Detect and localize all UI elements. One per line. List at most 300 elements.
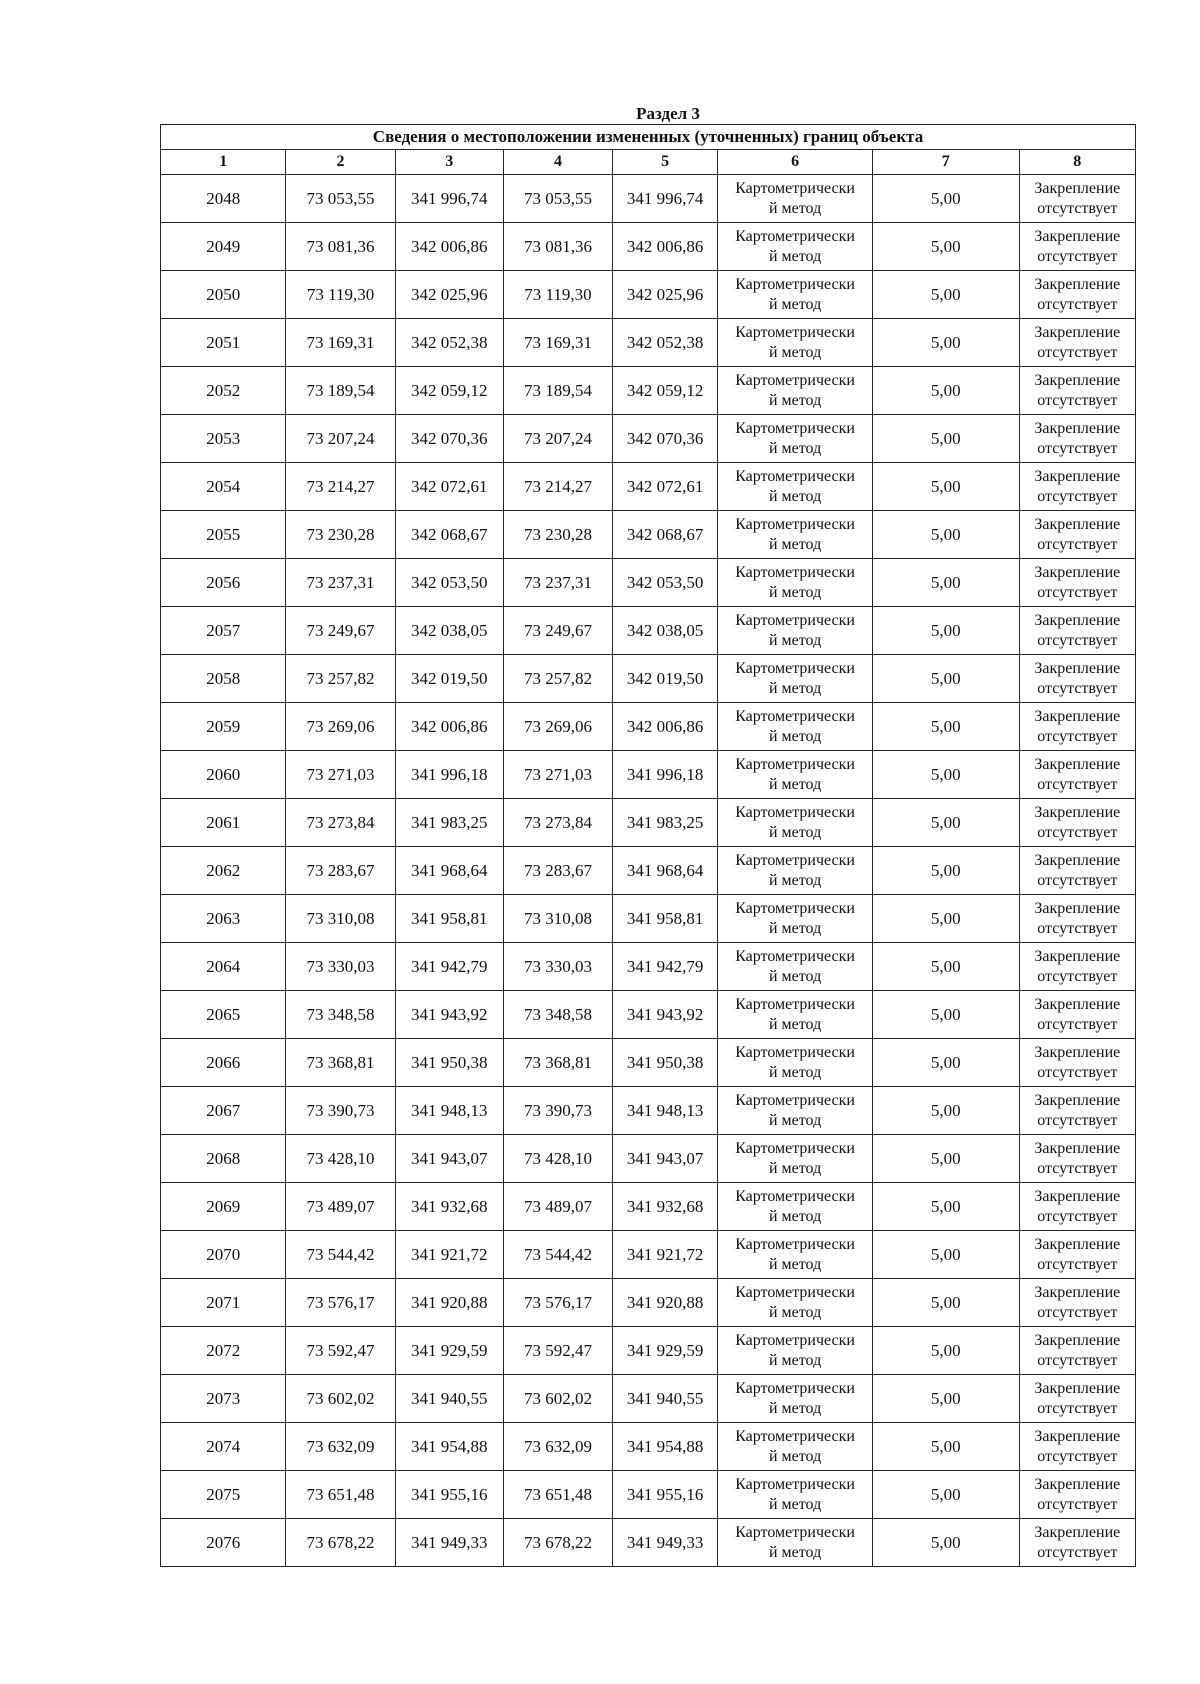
method-text-line: й метод — [768, 727, 822, 745]
x-new-cell: 73 368,81 — [503, 1039, 612, 1087]
x-old-cell: 73 207,24 — [286, 415, 395, 463]
x-old-cell: 73 489,07 — [286, 1183, 395, 1231]
accuracy-cell: 5,00 — [872, 175, 1019, 223]
method-text-line: й метод — [768, 1543, 822, 1561]
x-old-cell: 73 592,47 — [286, 1327, 395, 1375]
fixation-cell — [1019, 703, 1135, 751]
method-cell — [718, 511, 873, 559]
y-old-cell: 341 955,16 — [395, 1471, 503, 1519]
accuracy-cell: 5,00 — [872, 895, 1019, 943]
y-new-cell: 341 950,38 — [613, 1039, 718, 1087]
y-new-cell: 341 942,79 — [613, 943, 718, 991]
accuracy-cell: 5,00 — [872, 1039, 1019, 1087]
method-text-line: й метод — [768, 967, 822, 985]
x-old-cell: 73 310,08 — [286, 895, 395, 943]
method-text-line: Картометрически — [735, 995, 855, 1013]
y-old-cell: 341 996,74 — [395, 175, 503, 223]
method-text-line: й метод — [768, 823, 822, 841]
fixation-text-line: отсутствует — [1037, 919, 1118, 937]
x-old-cell: 73 081,36 — [286, 223, 395, 271]
y-new-cell: 342 072,61 — [613, 463, 718, 511]
table-row — [161, 1423, 1136, 1471]
y-new-cell: 342 059,12 — [613, 367, 718, 415]
column-number-1: 1 — [161, 150, 286, 175]
x-old-cell: 73 283,67 — [286, 847, 395, 895]
point-number-cell: 2070 — [161, 1231, 286, 1279]
method-text-line: Картометрически — [735, 755, 855, 773]
method-text-line: Картометрически — [735, 227, 855, 245]
method-text-line: Картометрически — [735, 611, 855, 629]
fixation-text-line: Закрепление — [1034, 1379, 1121, 1397]
method-cell — [718, 751, 873, 799]
x-new-cell: 73 678,22 — [503, 1519, 612, 1567]
point-number-cell: 2075 — [161, 1471, 286, 1519]
fixation-text-line: отсутствует — [1037, 199, 1118, 217]
x-new-cell: 73 257,82 — [503, 655, 612, 703]
x-new-cell: 73 169,31 — [503, 319, 612, 367]
fixation-text-line: Закрепление — [1034, 1331, 1121, 1349]
x-old-cell: 73 330,03 — [286, 943, 395, 991]
x-new-cell: 73 576,17 — [503, 1279, 612, 1327]
method-text-line: й метод — [768, 1015, 822, 1033]
method-text-line: Картометрически — [735, 1091, 855, 1109]
fixation-text-line: отсутствует — [1037, 1303, 1118, 1321]
fixation-text-line: Закрепление — [1034, 1523, 1121, 1541]
y-old-cell: 342 053,50 — [395, 559, 503, 607]
column-number-3: 3 — [395, 150, 503, 175]
x-old-cell: 73 189,54 — [286, 367, 395, 415]
y-old-cell: 341 920,88 — [395, 1279, 503, 1327]
method-cell — [718, 1231, 873, 1279]
method-text-line: Картометрически — [735, 275, 855, 293]
method-text-line: й метод — [768, 199, 822, 217]
fixation-cell — [1019, 751, 1135, 799]
fixation-cell — [1019, 991, 1135, 1039]
fixation-text-line: Закрепление — [1034, 371, 1121, 389]
point-number-cell: 2057 — [161, 607, 286, 655]
table-row — [161, 559, 1136, 607]
y-old-cell: 342 038,05 — [395, 607, 503, 655]
accuracy-cell: 5,00 — [872, 1375, 1019, 1423]
x-new-cell: 73 330,03 — [503, 943, 612, 991]
y-new-cell: 341 929,59 — [613, 1327, 718, 1375]
fixation-cell — [1019, 1183, 1135, 1231]
accuracy-cell: 5,00 — [872, 367, 1019, 415]
fixation-text-line: Закрепление — [1034, 1091, 1121, 1109]
method-cell — [718, 847, 873, 895]
method-cell — [718, 559, 873, 607]
y-new-cell: 341 958,81 — [613, 895, 718, 943]
fixation-cell — [1019, 799, 1135, 847]
accuracy-cell: 5,00 — [872, 1231, 1019, 1279]
table-caption-row — [161, 125, 1136, 150]
y-old-cell: 341 943,07 — [395, 1135, 503, 1183]
y-new-cell: 341 996,74 — [613, 175, 718, 223]
method-text-line: Картометрически — [735, 659, 855, 677]
fixation-text-line: отсутствует — [1037, 1015, 1118, 1033]
column-number-row — [161, 150, 1136, 175]
x-new-cell: 73 269,06 — [503, 703, 612, 751]
accuracy-cell: 5,00 — [872, 1519, 1019, 1567]
method-text-line: Картометрически — [735, 1283, 855, 1301]
accuracy-cell: 5,00 — [872, 1471, 1019, 1519]
point-number-cell: 2049 — [161, 223, 286, 271]
method-text-line: Картометрически — [735, 1139, 855, 1157]
fixation-text-line: отсутствует — [1037, 775, 1118, 793]
x-new-cell: 73 544,42 — [503, 1231, 612, 1279]
fixation-cell — [1019, 1039, 1135, 1087]
method-text-line: й метод — [768, 1303, 822, 1321]
method-text-line: й метод — [768, 679, 822, 697]
fixation-cell — [1019, 319, 1135, 367]
x-old-cell: 73 271,03 — [286, 751, 395, 799]
method-text-line: й метод — [768, 631, 822, 649]
method-text-line: й метод — [768, 1255, 822, 1273]
fixation-text-line: отсутствует — [1037, 439, 1118, 457]
y-old-cell: 342 025,96 — [395, 271, 503, 319]
y-old-cell: 342 019,50 — [395, 655, 503, 703]
y-new-cell: 341 948,13 — [613, 1087, 718, 1135]
table-row — [161, 943, 1136, 991]
y-new-cell: 341 949,33 — [613, 1519, 718, 1567]
table-row — [161, 799, 1136, 847]
method-text-line: Картометрически — [735, 1187, 855, 1205]
method-cell — [718, 991, 873, 1039]
fixation-text-line: Закрепление — [1034, 1043, 1121, 1061]
method-cell — [718, 1471, 873, 1519]
fixation-text-line: отсутствует — [1037, 967, 1118, 985]
accuracy-cell: 5,00 — [872, 1087, 1019, 1135]
method-text-line: й метод — [768, 247, 822, 265]
x-new-cell: 73 249,67 — [503, 607, 612, 655]
point-number-cell: 2054 — [161, 463, 286, 511]
y-new-cell: 341 921,72 — [613, 1231, 718, 1279]
method-text-line: Картометрически — [735, 1043, 855, 1061]
x-new-cell: 73 489,07 — [503, 1183, 612, 1231]
fixation-text-line: Закрепление — [1034, 899, 1121, 917]
table-row — [161, 991, 1136, 1039]
method-text-line: й метод — [768, 1063, 822, 1081]
fixation-text-line: отсутствует — [1037, 1207, 1118, 1225]
method-cell — [718, 223, 873, 271]
fixation-text-line: отсутствует — [1037, 487, 1118, 505]
x-new-cell: 73 632,09 — [503, 1423, 612, 1471]
y-new-cell: 342 006,86 — [613, 223, 718, 271]
table-row — [161, 655, 1136, 703]
table-row — [161, 511, 1136, 559]
y-new-cell: 341 943,07 — [613, 1135, 718, 1183]
point-number-cell: 2066 — [161, 1039, 286, 1087]
accuracy-cell: 5,00 — [872, 1135, 1019, 1183]
point-number-cell: 2061 — [161, 799, 286, 847]
x-new-cell: 73 119,30 — [503, 271, 612, 319]
x-old-cell: 73 678,22 — [286, 1519, 395, 1567]
fixation-text-line: отсутствует — [1037, 1111, 1118, 1129]
fixation-text-line: отсутствует — [1037, 631, 1118, 649]
table-row — [161, 175, 1136, 223]
method-text-line: Картометрически — [735, 179, 855, 197]
accuracy-cell: 5,00 — [872, 319, 1019, 367]
method-text-line: Картометрически — [735, 947, 855, 965]
point-number-cell: 2064 — [161, 943, 286, 991]
y-new-cell: 341 968,64 — [613, 847, 718, 895]
x-new-cell: 73 283,67 — [503, 847, 612, 895]
y-old-cell: 342 072,61 — [395, 463, 503, 511]
y-old-cell: 342 052,38 — [395, 319, 503, 367]
y-old-cell: 341 948,13 — [395, 1087, 503, 1135]
x-new-cell: 73 207,24 — [503, 415, 612, 463]
y-old-cell: 341 929,59 — [395, 1327, 503, 1375]
x-new-cell: 73 214,27 — [503, 463, 612, 511]
fixation-text-line: Закрепление — [1034, 1235, 1121, 1253]
fixation-text-line: отсутствует — [1037, 1399, 1118, 1417]
fixation-cell — [1019, 1375, 1135, 1423]
point-number-cell: 2060 — [161, 751, 286, 799]
y-old-cell: 341 958,81 — [395, 895, 503, 943]
accuracy-cell: 5,00 — [872, 223, 1019, 271]
accuracy-cell: 5,00 — [872, 463, 1019, 511]
fixation-text-line: Закрепление — [1034, 563, 1121, 581]
fixation-cell — [1019, 175, 1135, 223]
accuracy-cell: 5,00 — [872, 1423, 1019, 1471]
x-new-cell: 73 651,48 — [503, 1471, 612, 1519]
method-text-line: Картометрически — [735, 371, 855, 389]
point-number-cell: 2053 — [161, 415, 286, 463]
fixation-text-line: Закрепление — [1034, 467, 1121, 485]
y-new-cell: 341 920,88 — [613, 1279, 718, 1327]
fixation-text-line: Закрепление — [1034, 227, 1121, 245]
fixation-cell — [1019, 1135, 1135, 1183]
fixation-text-line: Закрепление — [1034, 515, 1121, 533]
x-old-cell: 73 169,31 — [286, 319, 395, 367]
y-new-cell: 342 025,96 — [613, 271, 718, 319]
method-cell — [718, 1135, 873, 1183]
method-text-line: Картометрически — [735, 467, 855, 485]
x-old-cell: 73 368,81 — [286, 1039, 395, 1087]
method-text-line: Картометрически — [735, 323, 855, 341]
fixation-text-line: Закрепление — [1034, 419, 1121, 437]
accuracy-cell: 5,00 — [872, 1279, 1019, 1327]
y-old-cell: 342 068,67 — [395, 511, 503, 559]
method-text-line: й метод — [768, 487, 822, 505]
table-row — [161, 703, 1136, 751]
method-cell — [718, 415, 873, 463]
x-new-cell: 73 189,54 — [503, 367, 612, 415]
method-text-line: Картометрически — [735, 515, 855, 533]
method-text-line: й метод — [768, 1207, 822, 1225]
method-cell — [718, 271, 873, 319]
point-number-cell: 2073 — [161, 1375, 286, 1423]
column-number-2: 2 — [286, 150, 395, 175]
x-old-cell: 73 230,28 — [286, 511, 395, 559]
fixation-cell — [1019, 223, 1135, 271]
fixation-cell — [1019, 1519, 1135, 1567]
x-old-cell: 73 053,55 — [286, 175, 395, 223]
point-number-cell: 2062 — [161, 847, 286, 895]
method-text-line: й метод — [768, 295, 822, 313]
fixation-text-line: Закрепление — [1034, 755, 1121, 773]
method-text-line: Картометрически — [735, 899, 855, 917]
y-new-cell: 341 932,68 — [613, 1183, 718, 1231]
point-number-cell: 2074 — [161, 1423, 286, 1471]
method-text-line: Картометрически — [735, 1427, 855, 1445]
point-number-cell: 2071 — [161, 1279, 286, 1327]
column-number-8: 8 — [1019, 150, 1135, 175]
accuracy-cell: 5,00 — [872, 655, 1019, 703]
fixation-cell — [1019, 271, 1135, 319]
fixation-cell — [1019, 1279, 1135, 1327]
fixation-text-line: Закрепление — [1034, 1475, 1121, 1493]
x-old-cell: 73 602,02 — [286, 1375, 395, 1423]
method-cell — [718, 1375, 873, 1423]
y-old-cell: 341 983,25 — [395, 799, 503, 847]
method-cell — [718, 1039, 873, 1087]
method-cell — [718, 703, 873, 751]
fixation-text-line: отсутствует — [1037, 871, 1118, 889]
point-number-cell: 2056 — [161, 559, 286, 607]
fixation-text-line: отсутствует — [1037, 1447, 1118, 1465]
x-new-cell: 73 390,73 — [503, 1087, 612, 1135]
accuracy-cell: 5,00 — [872, 559, 1019, 607]
method-cell — [718, 1183, 873, 1231]
x-new-cell: 73 273,84 — [503, 799, 612, 847]
y-new-cell: 342 006,86 — [613, 703, 718, 751]
point-number-cell: 2050 — [161, 271, 286, 319]
method-cell — [718, 175, 873, 223]
fixation-text-line: отсутствует — [1037, 1351, 1118, 1369]
fixation-text-line: отсутствует — [1037, 679, 1118, 697]
table-row — [161, 1375, 1136, 1423]
y-old-cell: 341 949,33 — [395, 1519, 503, 1567]
table-row — [161, 367, 1136, 415]
point-number-cell: 2055 — [161, 511, 286, 559]
y-old-cell: 342 059,12 — [395, 367, 503, 415]
y-new-cell: 342 038,05 — [613, 607, 718, 655]
section-title: Раздел 3 — [636, 104, 700, 123]
accuracy-cell: 5,00 — [872, 607, 1019, 655]
y-new-cell: 342 052,38 — [613, 319, 718, 367]
table-row — [161, 415, 1136, 463]
method-text-line: й метод — [768, 343, 822, 361]
point-number-cell: 2065 — [161, 991, 286, 1039]
x-old-cell: 73 544,42 — [286, 1231, 395, 1279]
y-new-cell: 341 955,16 — [613, 1471, 718, 1519]
fixation-cell — [1019, 847, 1135, 895]
method-text-line: Картометрически — [735, 851, 855, 869]
fixation-cell — [1019, 463, 1135, 511]
method-text-line: Картометрически — [735, 1523, 855, 1541]
fixation-text-line: отсутствует — [1037, 1495, 1118, 1513]
y-old-cell: 342 006,86 — [395, 223, 503, 271]
accuracy-cell: 5,00 — [872, 703, 1019, 751]
fixation-text-line: Закрепление — [1034, 947, 1121, 965]
y-new-cell: 342 019,50 — [613, 655, 718, 703]
column-number-7: 7 — [872, 150, 1019, 175]
fixation-text-line: отсутствует — [1037, 727, 1118, 745]
fixation-text-line: Закрепление — [1034, 995, 1121, 1013]
boundary-table — [160, 124, 1136, 1567]
method-cell — [718, 1519, 873, 1567]
fixation-text-line: Закрепление — [1034, 1427, 1121, 1445]
method-text-line: й метод — [768, 1495, 822, 1513]
table-row — [161, 1471, 1136, 1519]
table-row — [161, 1327, 1136, 1375]
y-old-cell: 341 943,92 — [395, 991, 503, 1039]
x-old-cell: 73 632,09 — [286, 1423, 395, 1471]
method-text-line: й метод — [768, 535, 822, 553]
table-row — [161, 1087, 1136, 1135]
method-text-line: й метод — [768, 919, 822, 937]
method-text-line: Картометрически — [735, 803, 855, 821]
fixation-text-line: отсутствует — [1037, 295, 1118, 313]
method-cell — [718, 1087, 873, 1135]
table-row — [161, 895, 1136, 943]
method-text-line: Картометрически — [735, 419, 855, 437]
x-new-cell: 73 230,28 — [503, 511, 612, 559]
x-old-cell: 73 237,31 — [286, 559, 395, 607]
x-new-cell: 73 348,58 — [503, 991, 612, 1039]
method-cell — [718, 943, 873, 991]
table-row — [161, 1039, 1136, 1087]
point-number-cell: 2048 — [161, 175, 286, 223]
table-row — [161, 1135, 1136, 1183]
fixation-text-line: Закрепление — [1034, 323, 1121, 341]
y-new-cell: 341 954,88 — [613, 1423, 718, 1471]
fixation-cell — [1019, 895, 1135, 943]
accuracy-cell: 5,00 — [872, 415, 1019, 463]
x-new-cell: 73 237,31 — [503, 559, 612, 607]
document-page — [160, 104, 1136, 1567]
y-old-cell: 341 921,72 — [395, 1231, 503, 1279]
x-new-cell: 73 428,10 — [503, 1135, 612, 1183]
y-old-cell: 341 940,55 — [395, 1375, 503, 1423]
x-old-cell: 73 348,58 — [286, 991, 395, 1039]
y-new-cell: 341 983,25 — [613, 799, 718, 847]
accuracy-cell: 5,00 — [872, 943, 1019, 991]
method-text-line: й метод — [768, 1111, 822, 1129]
x-old-cell: 73 257,82 — [286, 655, 395, 703]
method-text-line: й метод — [768, 391, 822, 409]
fixation-text-line: отсутствует — [1037, 343, 1118, 361]
fixation-cell — [1019, 559, 1135, 607]
fixation-text-line: отсутствует — [1037, 1543, 1118, 1561]
y-old-cell: 341 954,88 — [395, 1423, 503, 1471]
fixation-text-line: отсутствует — [1037, 247, 1118, 265]
accuracy-cell: 5,00 — [872, 799, 1019, 847]
accuracy-cell: 5,00 — [872, 751, 1019, 799]
fixation-text-line: Закрепление — [1034, 707, 1121, 725]
point-number-cell: 2051 — [161, 319, 286, 367]
method-text-line: Картометрически — [735, 1475, 855, 1493]
fixation-cell — [1019, 943, 1135, 991]
accuracy-cell: 5,00 — [872, 847, 1019, 895]
x-old-cell: 73 269,06 — [286, 703, 395, 751]
fixation-text-line: Закрепление — [1034, 659, 1121, 677]
table-caption: Сведения о местоположении измененных (уточненных) границ объекта — [161, 125, 1136, 150]
table-row — [161, 607, 1136, 655]
fixation-text-line: отсутствует — [1037, 1063, 1118, 1081]
table-row — [161, 319, 1136, 367]
method-text-line: й метод — [768, 775, 822, 793]
method-text-line: й метод — [768, 1159, 822, 1177]
x-old-cell: 73 651,48 — [286, 1471, 395, 1519]
table-row — [161, 463, 1136, 511]
point-number-cell: 2072 — [161, 1327, 286, 1375]
point-number-cell: 2058 — [161, 655, 286, 703]
x-new-cell: 73 081,36 — [503, 223, 612, 271]
fixation-text-line: отсутствует — [1037, 391, 1118, 409]
method-cell — [718, 319, 873, 367]
